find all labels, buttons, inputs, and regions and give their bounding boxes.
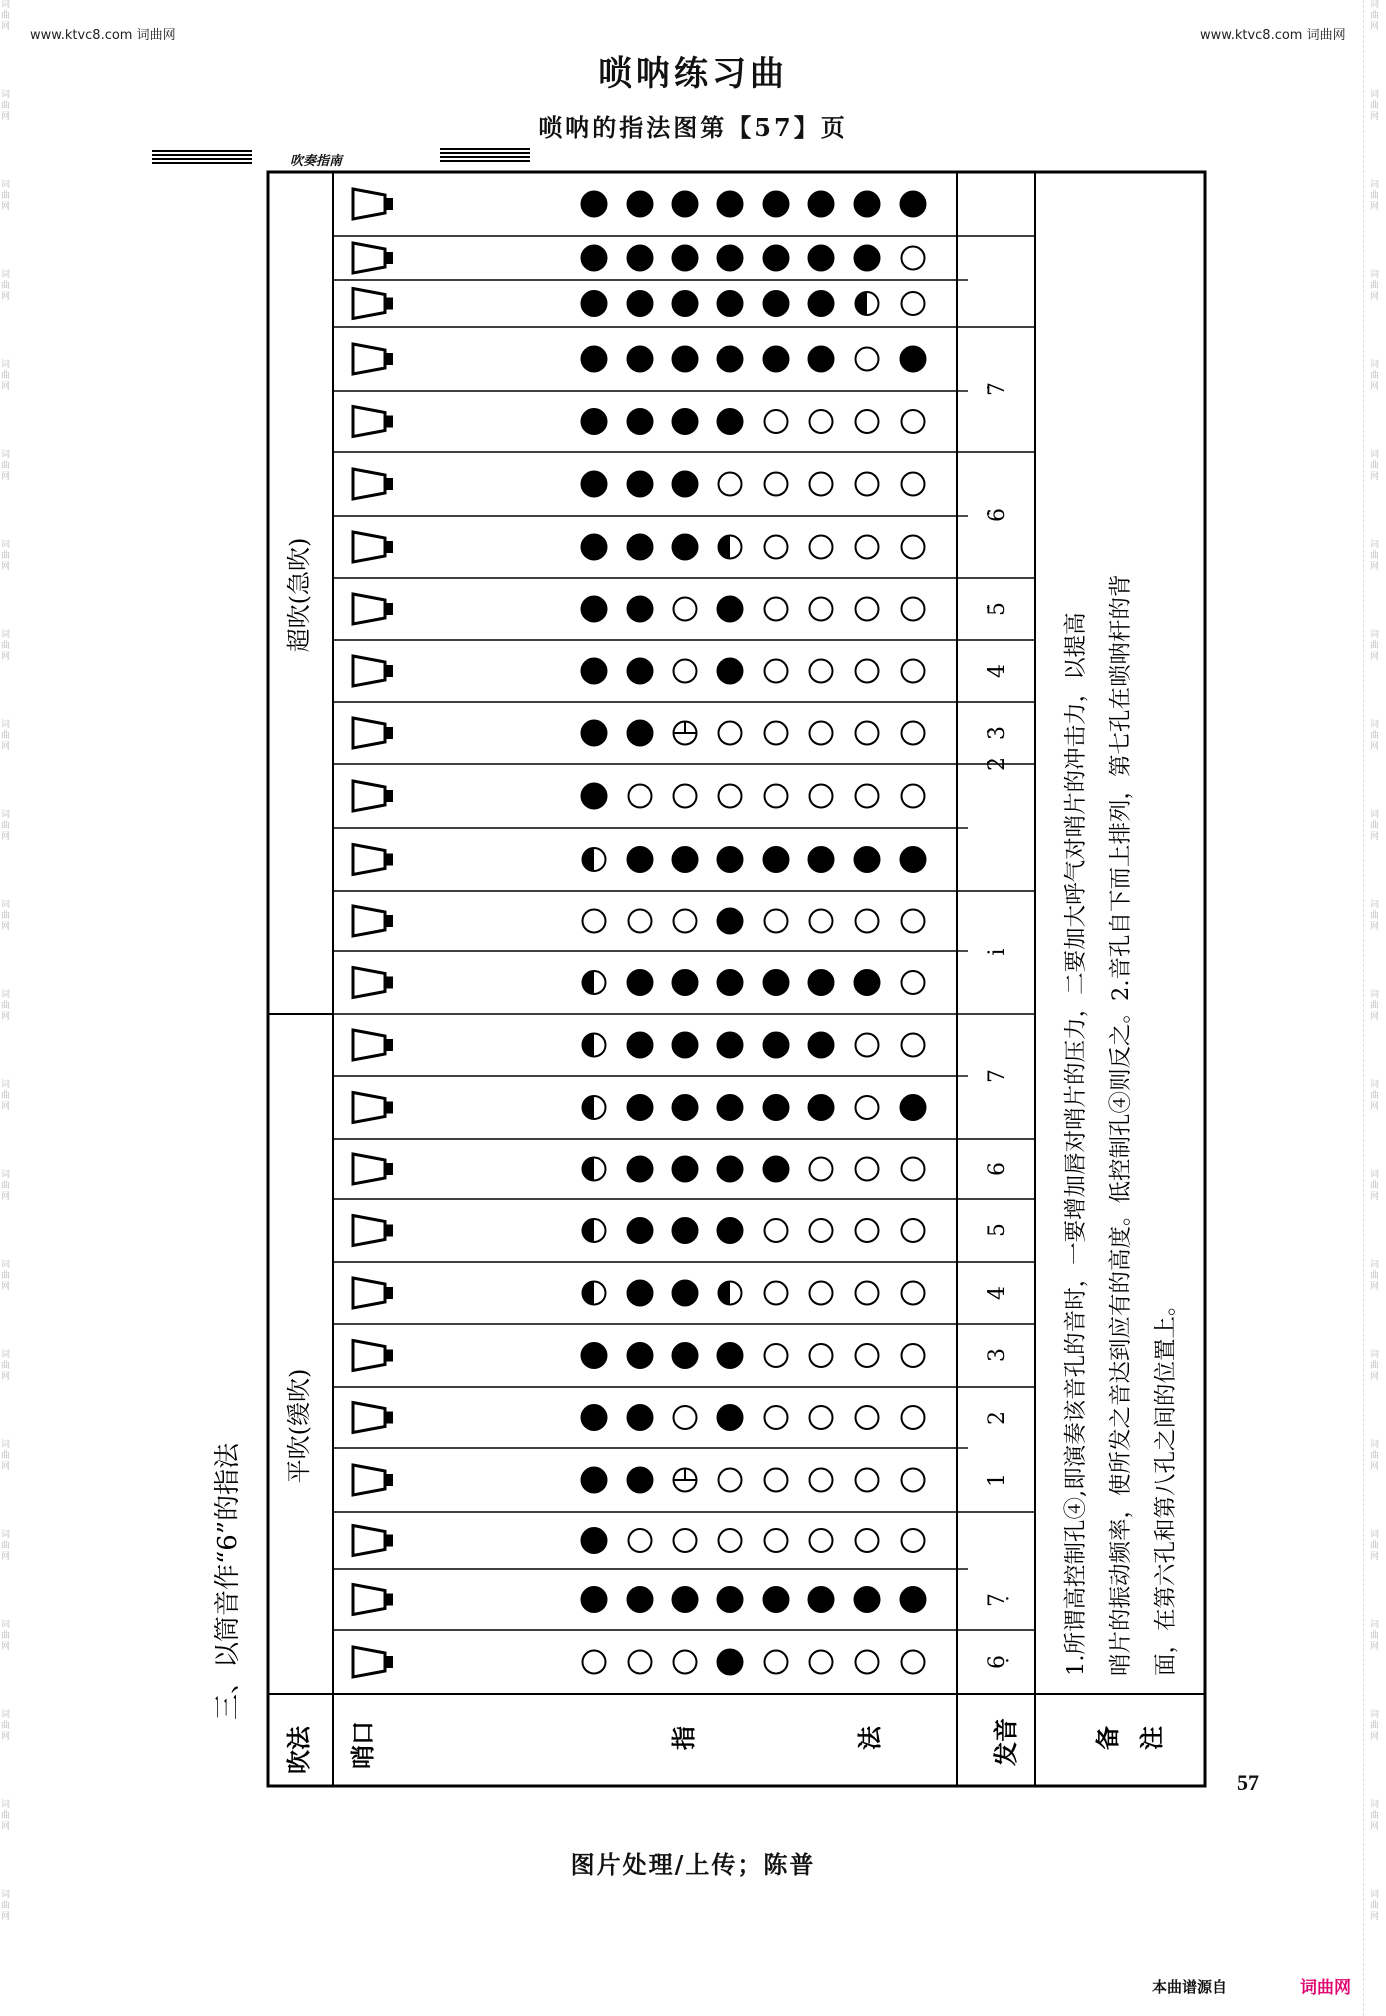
closed-hole-icon [673, 535, 698, 560]
open-hole-icon [719, 473, 742, 496]
closed-hole-icon [628, 597, 653, 622]
open-hole-icon [902, 1034, 925, 1057]
fingering-row [353, 845, 926, 875]
open-hole-icon [629, 785, 652, 808]
closed-hole-icon [809, 291, 834, 316]
closed-hole-icon [718, 291, 743, 316]
closed-hole-icon [718, 1033, 743, 1058]
open-hole-icon [902, 660, 925, 683]
open-hole-icon [765, 1344, 788, 1367]
open-hole-icon [856, 1406, 879, 1429]
closed-hole-icon [673, 192, 698, 217]
closed-hole-icon [718, 1343, 743, 1368]
open-hole-icon [765, 1469, 788, 1492]
closed-hole-icon [628, 1281, 653, 1306]
open-hole-icon [856, 1344, 879, 1367]
reed-icon [353, 469, 393, 499]
closed-hole-icon [718, 1405, 743, 1430]
open-hole-icon [856, 348, 879, 371]
pitch-label: 5 [985, 1223, 1010, 1237]
pitch-label: 7̇ [985, 382, 1010, 396]
footer-source: 本曲谱源自 [1152, 1978, 1228, 1996]
notes-line-3: 面，在第六孔和第八孔之间的位置上。 [1153, 1293, 1179, 1676]
section-heading: 三、以筒音作“6”的指法 [213, 1442, 243, 1720]
control-hole-icon [674, 722, 697, 745]
half-hole-icon [583, 1158, 606, 1181]
pitch-labels [985, 382, 1010, 1669]
fingering-row [353, 1647, 925, 1677]
open-hole-icon [856, 660, 879, 683]
closed-hole-icon [673, 347, 698, 372]
closed-hole-icon [628, 192, 653, 217]
reed-icon [353, 845, 393, 875]
closed-hole-icon [582, 1587, 607, 1612]
fingering-row [353, 407, 925, 437]
open-hole-icon [902, 1469, 925, 1492]
header-reed: 哨口 [348, 1721, 377, 1769]
closed-hole-icon [673, 847, 698, 872]
open-hole-icon [810, 785, 833, 808]
open-hole-icon [856, 1469, 879, 1492]
pitch-label: 6 [985, 1162, 1010, 1176]
closed-hole-icon [673, 1033, 698, 1058]
open-hole-icon [902, 247, 925, 270]
open-hole-icon [902, 473, 925, 496]
open-hole-icon [674, 1406, 697, 1429]
open-hole-icon [719, 785, 742, 808]
pitch-label: 3̇ [985, 726, 1010, 740]
fingering-row [353, 243, 925, 273]
closed-hole-icon [901, 347, 926, 372]
open-hole-icon [810, 473, 833, 496]
open-hole-icon [765, 473, 788, 496]
open-hole-icon [810, 1406, 833, 1429]
open-hole-icon [902, 292, 925, 315]
closed-hole-icon [764, 291, 789, 316]
fingering-row [353, 906, 925, 936]
fingering-row [353, 781, 925, 811]
pitch-label: 1 [985, 1473, 1010, 1487]
reed-icon [353, 781, 393, 811]
pitch-label: 7̣ [985, 1593, 1010, 1607]
open-hole-icon [810, 660, 833, 683]
open-hole-icon [810, 1651, 833, 1674]
closed-hole-icon [718, 1157, 743, 1182]
open-hole-icon [810, 1282, 833, 1305]
closed-hole-icon [673, 970, 698, 995]
closed-hole-icon [628, 847, 653, 872]
pitch-label: 6̣ [985, 1655, 1010, 1669]
page-subtitle: 唢呐的指法图第【57】页 [538, 113, 848, 142]
reed-icon [353, 189, 393, 219]
closed-hole-icon [901, 1095, 926, 1120]
reed-icon [353, 1341, 393, 1371]
open-hole-icon [765, 660, 788, 683]
closed-hole-icon [855, 192, 880, 217]
control-hole-icon [674, 1469, 697, 1492]
page-number: 57 [1237, 1770, 1259, 1795]
image-credit: 图片处理/上传；陈普 [570, 1850, 816, 1879]
reed-icon [353, 1647, 393, 1677]
open-hole-icon [674, 660, 697, 683]
closed-hole-icon [628, 409, 653, 434]
fingering-row [353, 1341, 925, 1371]
closed-hole-icon [582, 721, 607, 746]
pitch-label: 4 [985, 1286, 1010, 1300]
reed-icon [353, 1093, 393, 1123]
header-fingering-1: 指 [669, 1726, 698, 1750]
open-hole-icon [902, 910, 925, 933]
reed-icon [353, 1154, 393, 1184]
reed-icon [353, 968, 393, 998]
closed-hole-icon [582, 246, 607, 271]
closed-hole-icon [628, 1468, 653, 1493]
closed-hole-icon [628, 1587, 653, 1612]
closed-hole-icon [628, 721, 653, 746]
closed-hole-icon [901, 192, 926, 217]
reed-icon [353, 344, 393, 374]
fingering-row [353, 1030, 925, 1060]
open-hole-icon [765, 1282, 788, 1305]
closed-hole-icon [582, 1405, 607, 1430]
closed-hole-icon [628, 291, 653, 316]
closed-hole-icon [764, 192, 789, 217]
closed-hole-icon [582, 1343, 607, 1368]
open-hole-icon [856, 536, 879, 559]
group-label-overblow: 超吹(急吹) [285, 537, 313, 653]
closed-hole-icon [628, 246, 653, 271]
closed-hole-icon [582, 784, 607, 809]
fingering-row [353, 1154, 925, 1184]
open-hole-icon [902, 1282, 925, 1305]
right-margin-watermark: 词曲网 词曲网 词曲网 词曲网 词曲网 词曲网 词曲网 词曲网 词曲网 词曲网 词曲网 词曲网 词曲网 词曲网 词曲网 词曲网 词曲网 词曲网 词曲网 词曲网 词曲网 词曲网 [1370, 0, 1380, 1922]
open-hole-icon [629, 910, 652, 933]
closed-hole-icon [718, 847, 743, 872]
closed-hole-icon [582, 659, 607, 684]
header-fingering-2: 法 [855, 1726, 884, 1750]
page-title: 唢呐练习曲 [598, 54, 788, 94]
fingering-row [353, 189, 926, 219]
closed-hole-icon [673, 1587, 698, 1612]
closed-hole-icon [718, 409, 743, 434]
fingering-row [353, 469, 925, 499]
closed-hole-icon [809, 847, 834, 872]
fingering-row [353, 1278, 925, 1308]
header-site-left: www.ktvc8.com 词曲网 [30, 28, 176, 43]
fingering-row [353, 1216, 925, 1246]
reed-icon [353, 718, 393, 748]
fingering-rows [353, 189, 926, 1677]
fingering-row [353, 532, 925, 562]
pitch-label: 3 [985, 1348, 1010, 1362]
reed-icon [353, 906, 393, 936]
closed-hole-icon [764, 246, 789, 271]
notes-line-1: 1.所谓高控制孔④,即演奏该音孔的音时，一要增加唇对哨片的压力，二要加大呼气对哨片的冲击力，以提高 [1063, 612, 1089, 1676]
closed-hole-icon [718, 347, 743, 372]
closed-hole-icon [582, 472, 607, 497]
open-hole-icon [810, 1529, 833, 1552]
open-hole-icon [765, 785, 788, 808]
closed-hole-icon [855, 1587, 880, 1612]
footer-brand: 词曲网 [1300, 1978, 1351, 1998]
open-hole-icon [810, 410, 833, 433]
open-hole-icon [583, 1651, 606, 1674]
open-hole-icon [765, 1651, 788, 1674]
half-hole-icon [583, 971, 606, 994]
fingering-row [353, 1585, 926, 1615]
closed-hole-icon [582, 192, 607, 217]
closed-hole-icon [901, 1587, 926, 1612]
open-hole-icon [674, 910, 697, 933]
closed-hole-icon [809, 347, 834, 372]
closed-hole-icon [809, 246, 834, 271]
pitch-label: 7 [985, 1069, 1010, 1083]
open-hole-icon [765, 910, 788, 933]
pitch-label: i [985, 948, 1010, 956]
open-hole-icon [810, 536, 833, 559]
closed-hole-icon [718, 1218, 743, 1243]
open-hole-icon [719, 1529, 742, 1552]
open-hole-icon [856, 1096, 879, 1119]
open-hole-icon [629, 1651, 652, 1674]
closed-hole-icon [809, 1033, 834, 1058]
reed-icon [353, 243, 393, 273]
closed-hole-icon [628, 535, 653, 560]
reed-icon [353, 594, 393, 624]
closed-hole-icon [582, 597, 607, 622]
closed-hole-icon [764, 970, 789, 995]
closed-hole-icon [764, 1587, 789, 1612]
header-notes-2: 注 [1137, 1726, 1166, 1750]
open-hole-icon [856, 722, 879, 745]
header-notes-1: 备 [1093, 1726, 1122, 1750]
fingering-row [353, 1526, 925, 1556]
closed-hole-icon [718, 1587, 743, 1612]
half-hole-icon [583, 1034, 606, 1057]
closed-hole-icon [764, 1157, 789, 1182]
closed-hole-icon [764, 1033, 789, 1058]
open-hole-icon [856, 1282, 879, 1305]
header-blow-method: 吹法 [284, 1726, 313, 1774]
closed-hole-icon [673, 1281, 698, 1306]
open-hole-icon [902, 722, 925, 745]
closed-hole-icon [673, 1095, 698, 1120]
reed-icon [353, 407, 393, 437]
half-hole-icon [583, 1282, 606, 1305]
open-hole-icon [856, 473, 879, 496]
closed-hole-icon [673, 1157, 698, 1182]
closed-hole-icon [764, 1095, 789, 1120]
closed-hole-icon [855, 246, 880, 271]
fingering-row [353, 968, 925, 998]
open-hole-icon [810, 910, 833, 933]
closed-hole-icon [582, 1528, 607, 1553]
reed-icon [353, 532, 393, 562]
open-hole-icon [856, 1651, 879, 1674]
open-hole-icon [810, 1469, 833, 1492]
closed-hole-icon [628, 1343, 653, 1368]
pitch-label: 4̇ [985, 664, 1010, 678]
closed-hole-icon [628, 1405, 653, 1430]
open-hole-icon [856, 410, 879, 433]
pitch-label: 6̇ [985, 508, 1010, 522]
reed-icon [353, 289, 393, 319]
open-hole-icon [765, 722, 788, 745]
closed-hole-icon [673, 291, 698, 316]
open-hole-icon [902, 1219, 925, 1242]
open-hole-icon [856, 598, 879, 621]
open-hole-icon [674, 785, 697, 808]
fingering-row [353, 1403, 925, 1433]
closed-hole-icon [809, 970, 834, 995]
closed-hole-icon [628, 1095, 653, 1120]
closed-hole-icon [582, 1468, 607, 1493]
reed-icon [353, 1403, 393, 1433]
reed-icon [353, 1465, 393, 1495]
pitch-label: 5̇ [985, 602, 1010, 616]
open-hole-icon [856, 1219, 879, 1242]
closed-hole-icon [718, 1095, 743, 1120]
open-hole-icon [856, 1529, 879, 1552]
closed-hole-icon [628, 1033, 653, 1058]
open-hole-icon [629, 1529, 652, 1552]
closed-hole-icon [901, 847, 926, 872]
fingering-row [353, 1093, 926, 1123]
group-label-normal: 平吹(缓吹) [285, 1368, 313, 1484]
open-hole-icon [719, 722, 742, 745]
notes-line-2: 哨片的振动频率，使所发之音达到应有的高度。低控制孔④则反之。2.音孔自下而上排列，第七孔在唢呐杆的背 [1108, 574, 1134, 1676]
open-hole-icon [856, 910, 879, 933]
closed-hole-icon [628, 347, 653, 372]
fingering-row [353, 594, 925, 624]
closed-hole-icon [855, 970, 880, 995]
open-hole-icon [902, 1529, 925, 1552]
closed-hole-icon [673, 1343, 698, 1368]
open-hole-icon [765, 1529, 788, 1552]
open-hole-icon [902, 1406, 925, 1429]
closed-hole-icon [855, 847, 880, 872]
closed-hole-icon [673, 472, 698, 497]
fingering-row [353, 344, 926, 374]
closed-hole-icon [718, 192, 743, 217]
closed-hole-icon [628, 970, 653, 995]
closed-hole-icon [582, 291, 607, 316]
open-hole-icon [856, 1158, 879, 1181]
open-hole-icon [810, 598, 833, 621]
reed-icon [353, 1585, 393, 1615]
closed-hole-icon [582, 409, 607, 434]
open-hole-icon [902, 785, 925, 808]
closed-hole-icon [628, 472, 653, 497]
fingering-row [353, 1465, 925, 1495]
pitch-label: 2 [985, 1411, 1010, 1425]
open-hole-icon [765, 1406, 788, 1429]
half-hole-icon [719, 1282, 742, 1305]
left-margin-watermark: 词曲网 词曲网 词曲网 词曲网 词曲网 词曲网 词曲网 词曲网 词曲网 词曲网 词曲网 词曲网 词曲网 词曲网 词曲网 词曲网 词曲网 词曲网 词曲网 词曲网 词曲网 词曲网 [1, 0, 11, 1922]
closed-hole-icon [673, 1218, 698, 1243]
closed-hole-icon [718, 909, 743, 934]
closed-hole-icon [809, 192, 834, 217]
closed-hole-icon [718, 970, 743, 995]
open-hole-icon [902, 971, 925, 994]
closed-hole-icon [809, 1095, 834, 1120]
open-hole-icon [810, 1344, 833, 1367]
open-hole-icon [674, 1529, 697, 1552]
open-hole-icon [902, 1344, 925, 1367]
closed-hole-icon [718, 1650, 743, 1675]
closed-hole-icon [764, 847, 789, 872]
half-hole-icon [583, 848, 606, 871]
half-hole-icon [856, 292, 879, 315]
half-hole-icon [719, 536, 742, 559]
reed-icon [353, 1216, 393, 1246]
open-hole-icon [765, 598, 788, 621]
open-hole-icon [902, 410, 925, 433]
pitch-label: 2̇ [985, 757, 1010, 771]
open-hole-icon [810, 1158, 833, 1181]
open-hole-icon [719, 1469, 742, 1492]
fingering-row [353, 718, 925, 748]
reed-icon [353, 656, 393, 686]
reed-icon [353, 1526, 393, 1556]
reed-icon [353, 1278, 393, 1308]
header-site-right: www.ktvc8.com 词曲网 [1200, 28, 1346, 43]
open-hole-icon [810, 722, 833, 745]
closed-hole-icon [628, 659, 653, 684]
header-pitch: 发音 [991, 1718, 1020, 1766]
closed-hole-icon [673, 246, 698, 271]
closed-hole-icon [764, 347, 789, 372]
closed-hole-icon [628, 1218, 653, 1243]
fingering-row [353, 656, 925, 686]
open-hole-icon [902, 1158, 925, 1181]
reed-icon [353, 1030, 393, 1060]
closed-hole-icon [809, 1587, 834, 1612]
closed-hole-icon [582, 535, 607, 560]
fingering-row [353, 289, 925, 319]
decorative-caption: 吹奏指南 [290, 154, 343, 169]
closed-hole-icon [628, 1157, 653, 1182]
open-hole-icon [856, 1034, 879, 1057]
open-hole-icon [765, 1219, 788, 1242]
closed-hole-icon [582, 347, 607, 372]
open-hole-icon [674, 1651, 697, 1674]
closed-hole-icon [718, 246, 743, 271]
open-hole-icon [765, 536, 788, 559]
open-hole-icon [765, 410, 788, 433]
half-hole-icon [583, 1219, 606, 1242]
open-hole-icon [902, 598, 925, 621]
open-hole-icon [810, 1219, 833, 1242]
open-hole-icon [902, 536, 925, 559]
closed-hole-icon [718, 659, 743, 684]
half-hole-icon [583, 1096, 606, 1119]
closed-hole-icon [673, 409, 698, 434]
open-hole-icon [674, 598, 697, 621]
open-hole-icon [856, 785, 879, 808]
closed-hole-icon [718, 597, 743, 622]
open-hole-icon [583, 910, 606, 933]
open-hole-icon [902, 1651, 925, 1674]
